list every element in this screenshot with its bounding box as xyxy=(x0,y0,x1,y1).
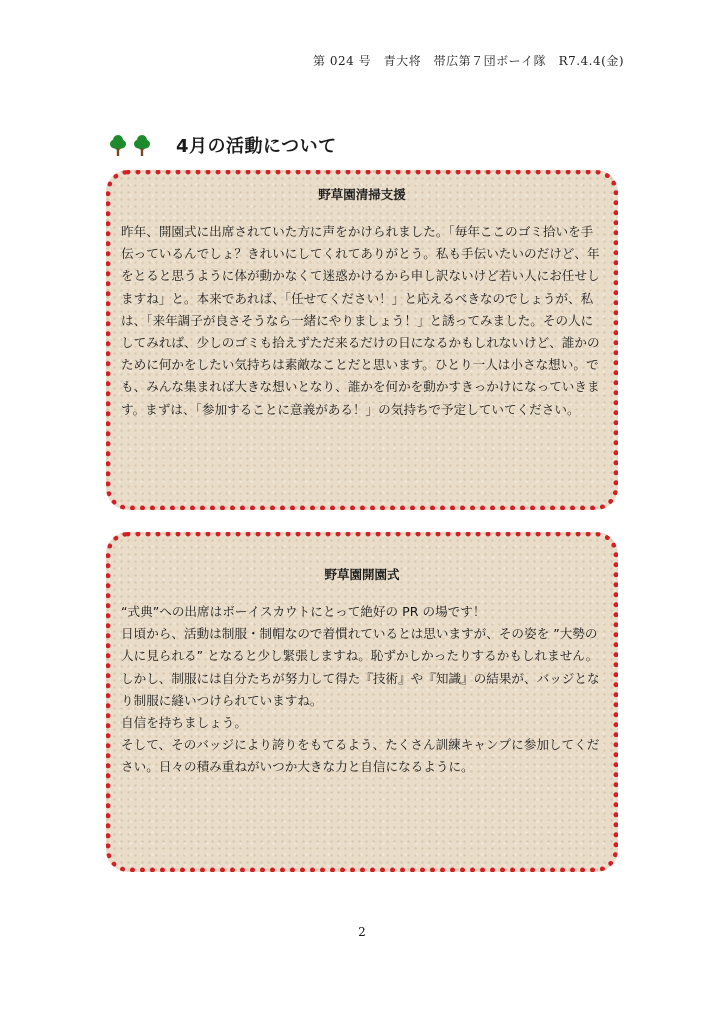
tree-icon xyxy=(134,134,150,156)
cleanup-support-body: 昨年、開園式に出席されていた方に声をかけられました。「毎年ここのゴミ拾いを手伝っているんでしょ？きれいにしてくれてありがとう。私も手伝いたいのだけど、年をとると思うように体が動かなくて迷惑かけるから申し訳ないけど若い人にお任せしますね」と。本来であれば、「任せてください！」と応えるべきなのでしょうが、私は、「来年調子が良さそうなら一緒にやりましょう！」と誘ってみました。その人にしてみれば、少しのゴミも拾えずただ来るだけの日になるかもしれないけど、誰かのために何かをしたい気持ちは素敵なことだと思います。ひとり一人は小さな想い。でも、みんな集まれば大きな想いとなり、誰かを何かを動かすきっかけになっていきます。まずは、「参加することに意義がある！」の気持ちで予定していてください。 xyxy=(121,224,600,417)
page-header: 第 024 号 青大将 帯広第７団ボーイ隊 R7.4.4(金) xyxy=(313,54,624,68)
cleanup-support-heading: 野草園清掃支援 xyxy=(318,187,406,202)
opening-ceremony-box xyxy=(106,532,618,872)
opening-ceremony-heading: 野草園開園式 xyxy=(324,567,400,582)
tree-icon xyxy=(110,134,126,156)
page-number: 2 xyxy=(358,925,366,939)
cleanup-support-box xyxy=(106,170,618,510)
opening-ceremony-body: “式典”への出席はボーイスカウトにとって絶好の PR の場です！ 日頃から、活動は制服・制帽なので着慣れているとは思いますが、その姿を ”大勢の人に見られる” となると少し緊張しますね。恥ずかしかったりするかもしれません。しかし、制服には自分たちが努力して得た『技術』や『知識』の結果が、バッジとなり制服に縫いつけられていますね。 自信を持ちましょう。 そして、そのバッジにより誇りをもてるよう、たくさん訓練キャンプに参加してください。日々の積み重ねがいつか大きな力と自信になるように。 xyxy=(121,604,600,775)
section-title-text: 4月の活動について xyxy=(176,136,337,157)
tree-icons xyxy=(110,134,150,156)
section-title xyxy=(110,132,337,158)
